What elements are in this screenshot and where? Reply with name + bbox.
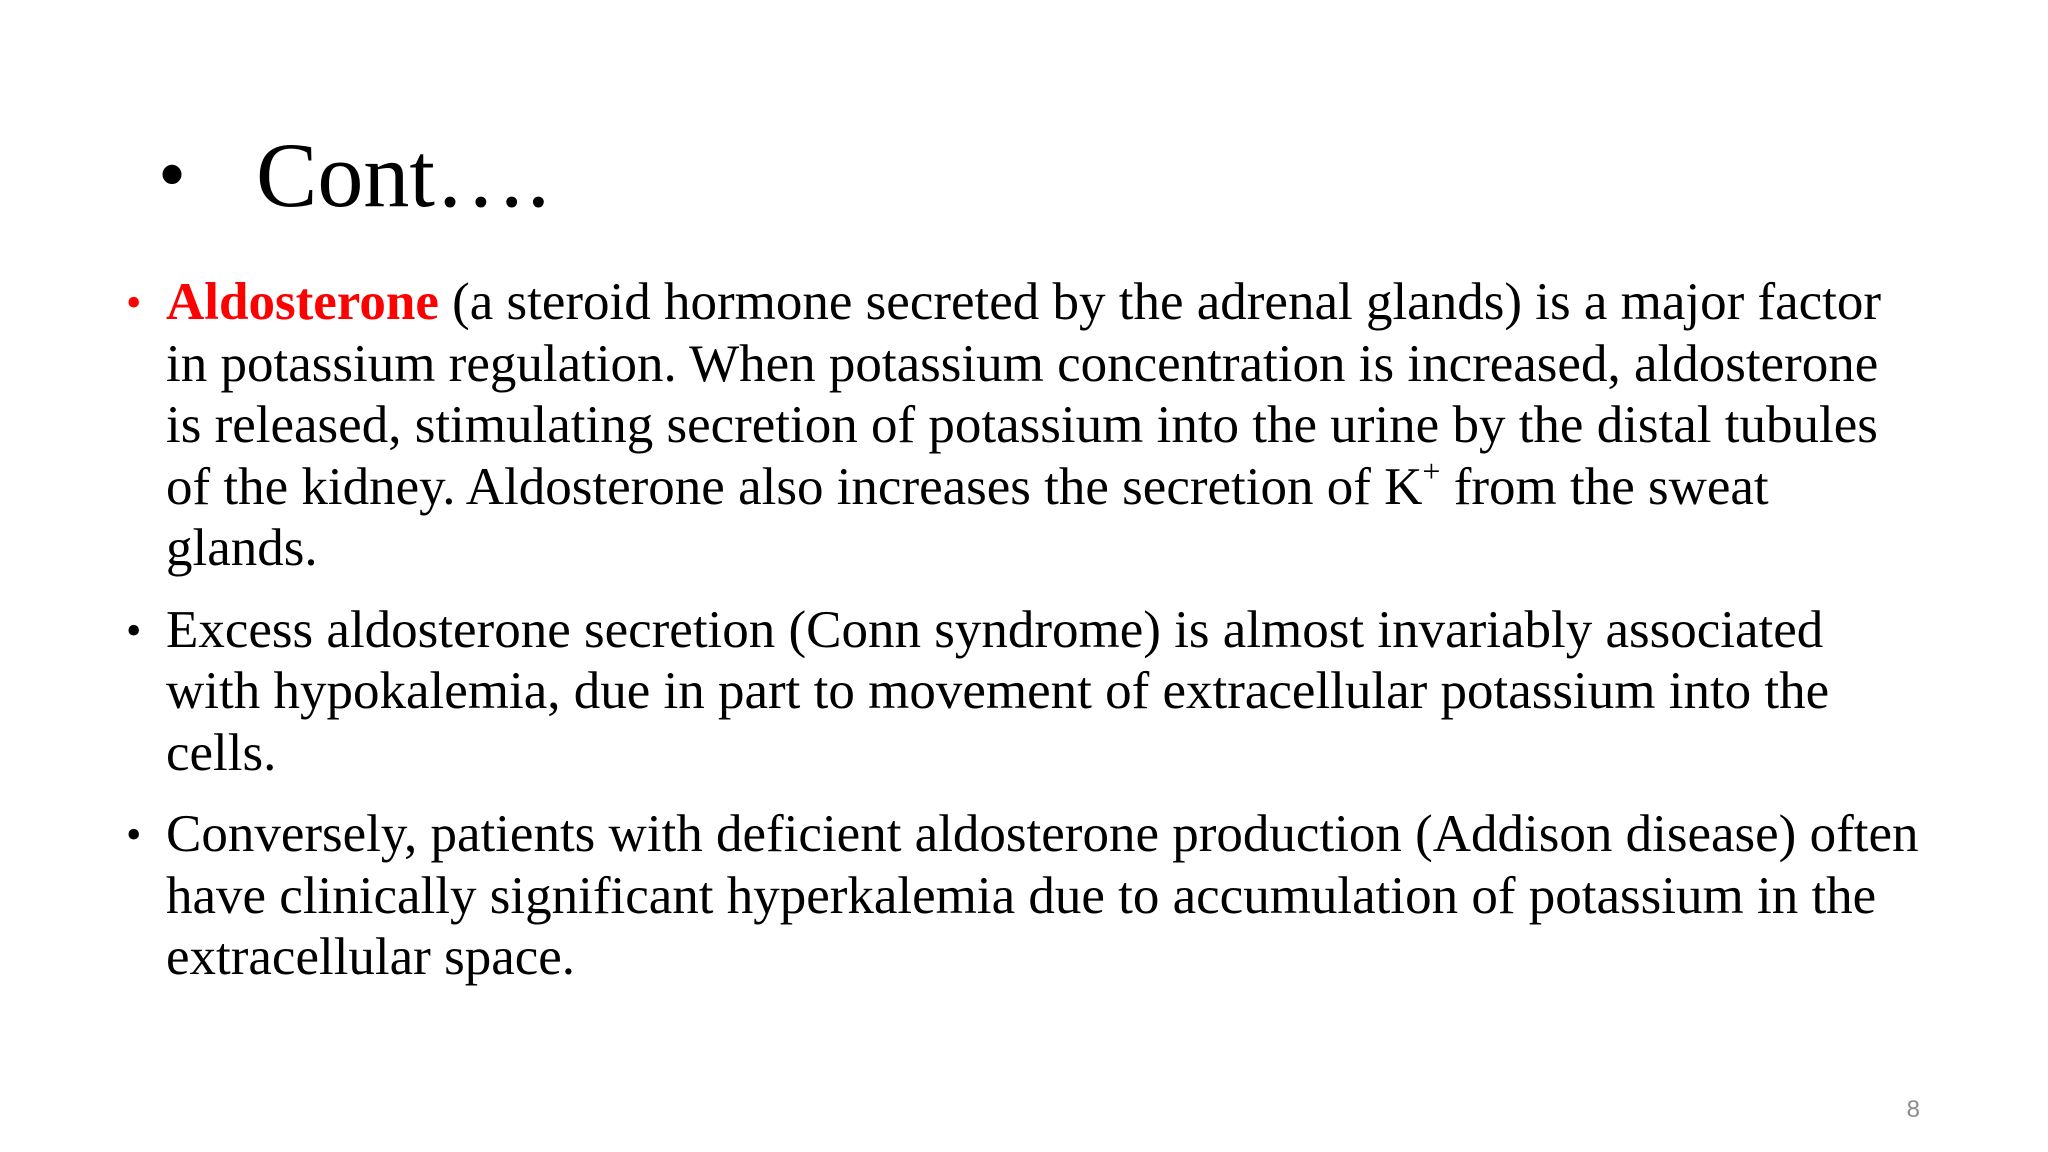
bullet-item-conn-syndrome [126,600,1926,785]
superscript-plus: + [1422,452,1441,489]
title-text: Cont…. [256,124,550,226]
bullet-marker: • [126,605,142,655]
bullet-marker: • [126,278,142,327]
bullet-item-aldosterone [126,272,1926,580]
bullet-item-addison-disease [126,804,1926,989]
bullet-text-end: from the sweat glands. [166,457,1769,577]
bullet-list [126,272,1926,1009]
bullet-text: Conversely, patients with deficient aldosterone production (Addison disease) often have clinically significant hyperkalemia due to accumulation of potassium in the extracellular space. [166,805,1919,986]
bullet-marker: • [126,810,142,859]
bullet-text: (a steroid hormone secreted by the adrenal glands) is a major factor in potassium regulation. When potassium concentration is increased, aldosterone is released, stimulating secretion of potassium into the urine by the distal tubules of the kidney. Aldosterone also increases the secretion of K [166,273,1882,516]
bullet-text: Excess aldosterone secretion (Conn syndrome) is almost invariably associated with hypokalemia, due in part to movement of extracellular potassium into the cells. [166,600,1830,782]
highlight-term: Aldosterone [166,273,439,331]
title-bullet: • [158,131,187,219]
page-number: 8 [1906,1096,1920,1123]
slide-title [158,115,550,235]
